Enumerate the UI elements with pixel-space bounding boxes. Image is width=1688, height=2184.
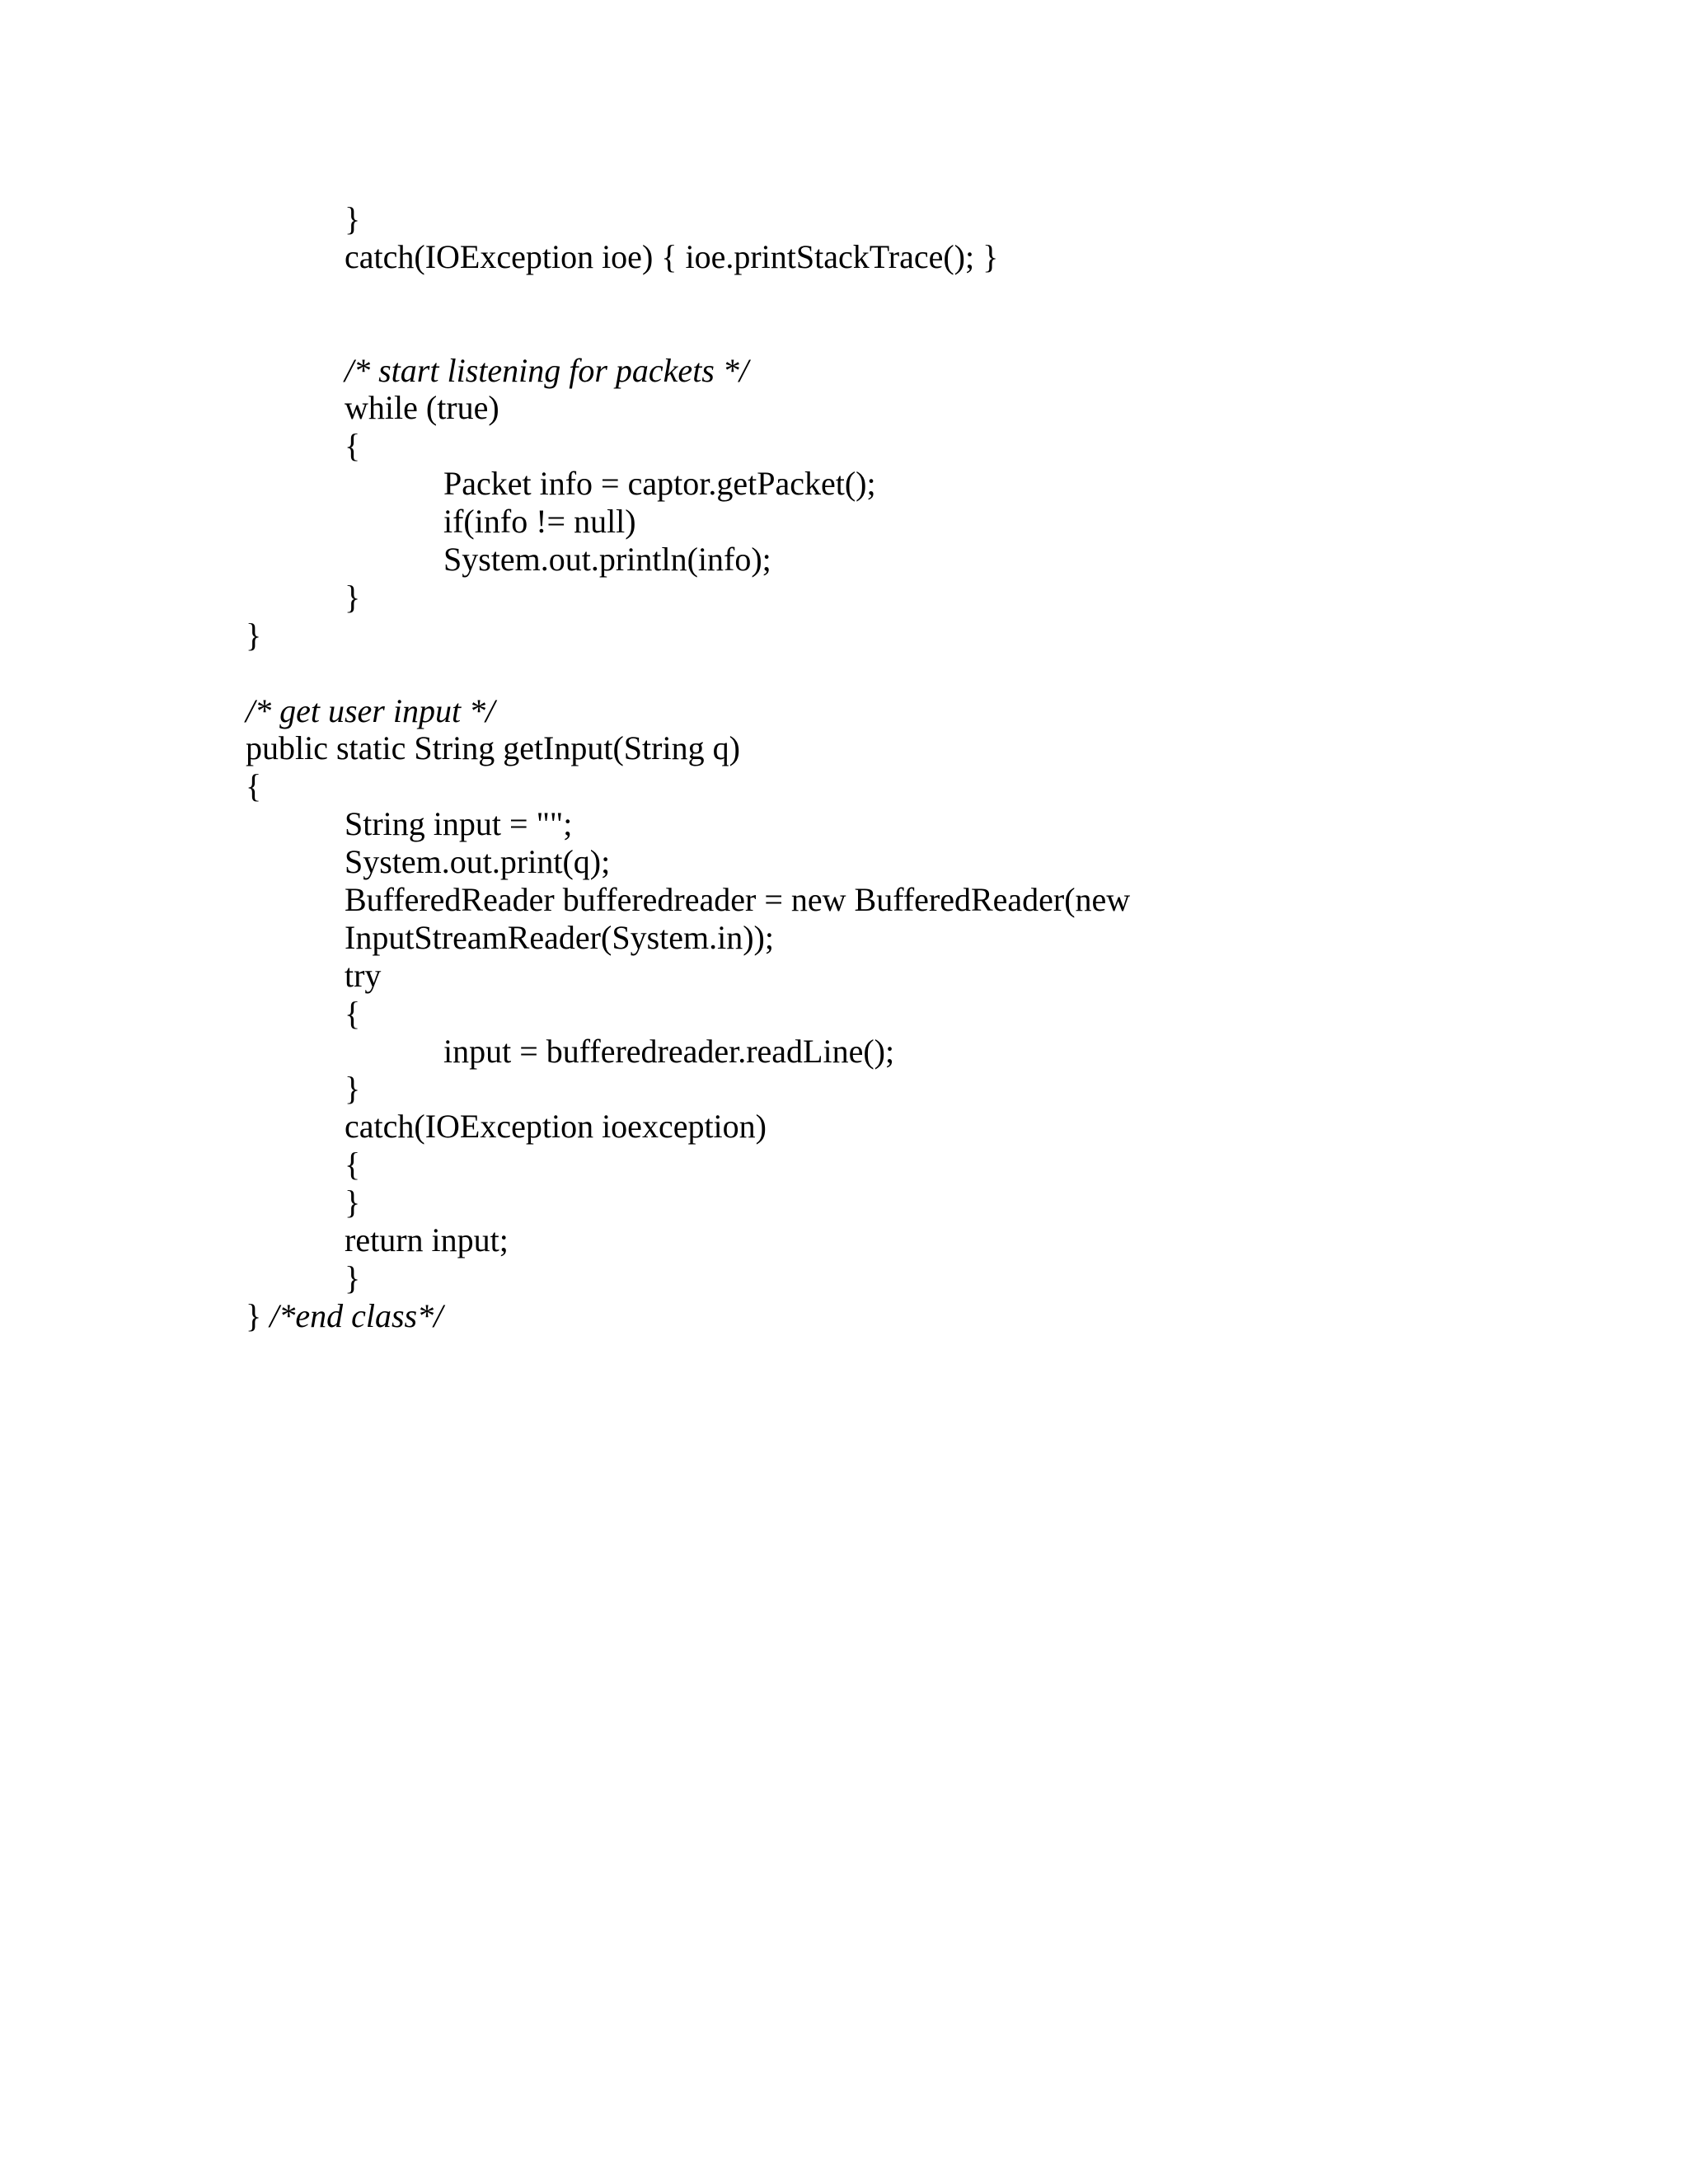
code-text: InputStreamReader(System.in)); [345,918,774,956]
code-line [0,995,1688,1033]
code-text: input = bufferedreader.readLine(); [443,1032,895,1070]
code-line [0,352,1688,390]
code-line [0,843,1688,881]
code-line [0,503,1688,541]
code-text: return input; [345,1221,509,1259]
code-text: while (true) [345,389,499,427]
code-line [0,919,1688,957]
code-text: } [345,1258,361,1296]
code-text: { [345,1146,361,1183]
code-line [0,314,1688,352]
code-line [0,427,1688,465]
code-line [0,579,1688,616]
code-line [0,1146,1688,1183]
code-text: { [246,767,262,805]
code-line [0,1259,1688,1297]
code-comment: /*end class*/ [270,1296,443,1334]
code-line [0,805,1688,843]
code-text: String input = ""; [345,805,573,843]
code-text: if(info != null) [443,503,636,541]
code-line [0,1221,1688,1259]
code-line [0,692,1688,730]
code-line [0,654,1688,692]
code-line [0,1033,1688,1071]
code-line [0,1183,1688,1221]
code-line [0,541,1688,579]
code-text: BufferedReader bufferedreader = new BufferedReader(new [345,881,1131,919]
code-text: } [345,1183,361,1221]
code-line [0,957,1688,995]
code-line [0,238,1688,276]
code-listing [0,200,1688,1335]
code-text: catch(IOException ioexception) [345,1108,767,1146]
code-line [0,616,1688,654]
code-text: catch(IOException ioe) { ioe.printStackTrace(); } [345,237,999,275]
code-text: } [246,1296,270,1334]
code-line [0,767,1688,805]
code-text: System.out.print(q); [345,843,611,881]
code-line [0,729,1688,767]
code-text: Packet info = captor.getPacket(); [443,465,876,503]
code-line [0,200,1688,238]
code-text: try [345,956,382,994]
code-line [0,1070,1688,1108]
code-line [0,465,1688,503]
code-line [0,389,1688,427]
code-text: } [345,1070,361,1108]
code-text: { [345,427,361,465]
code-comment: /* get user input */ [246,691,495,729]
code-text: { [345,994,361,1032]
code-line [0,276,1688,314]
code-text: } [345,578,361,616]
code-text: public static String getInput(String q) [246,729,740,767]
code-line [0,1108,1688,1146]
code-text: } [246,616,262,654]
code-line [0,881,1688,919]
code-text: } [345,200,361,237]
code-line [0,1297,1688,1335]
code-comment: /* start listening for packets */ [345,351,748,389]
code-text: System.out.println(info); [443,541,771,579]
